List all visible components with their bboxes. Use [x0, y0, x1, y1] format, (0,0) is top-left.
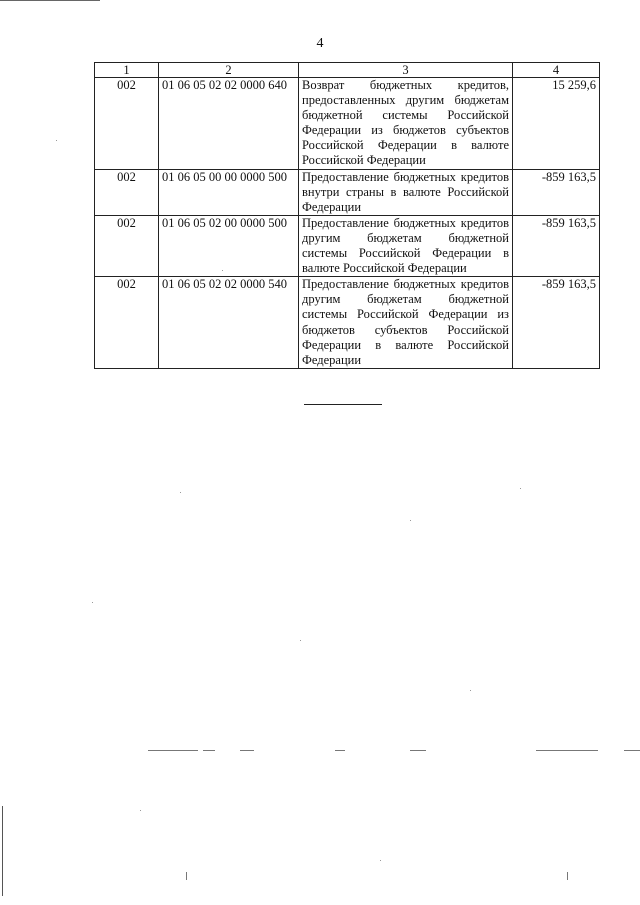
classification-code-cell: 01 06 05 00 00 0000 500	[159, 169, 299, 215]
classification-code-cell: 01 06 05 02 00 0000 500	[159, 215, 299, 276]
scan-artifact	[624, 750, 640, 751]
description-cell: Предоставление бюджетных кредитов другим бюджетам бюджетной системы Российской Федерации из бюджетов субъектов Российской Федерации в валюте Российской Федерации	[299, 277, 513, 369]
table-row	[95, 215, 600, 276]
scan-speck	[410, 520, 411, 521]
page-number: 4	[316, 36, 324, 51]
end-of-document-rule	[304, 404, 382, 405]
column-header-3: 3	[299, 63, 513, 78]
top-scan-rule	[0, 0, 100, 1]
admin-code-cell: 002	[95, 215, 159, 276]
scan-artifact	[2, 806, 3, 896]
classification-code-cell: 01 06 05 02 02 0000 540	[159, 277, 299, 369]
scan-speck	[222, 270, 223, 271]
amount-cell: -859 163,5	[513, 277, 600, 369]
scan-speck	[92, 602, 93, 603]
admin-code-cell: 002	[95, 277, 159, 369]
column-header-1: 1	[95, 63, 159, 78]
scan-speck	[180, 492, 181, 493]
scan-speck	[470, 690, 471, 691]
sources-table	[94, 62, 600, 369]
scan-artifact	[536, 750, 598, 751]
classification-code-cell: 01 06 05 02 02 0000 640	[159, 78, 299, 170]
column-header-4: 4	[513, 63, 600, 78]
scan-artifact	[410, 750, 426, 751]
scan-speck	[520, 488, 521, 489]
table-row	[95, 169, 600, 215]
table-header-row	[95, 63, 600, 78]
description-cell: Предоставление бюджетных кредитов внутри страны в валюте Российской Федерации	[299, 169, 513, 215]
scan-artifact	[186, 872, 187, 880]
scan-artifact	[203, 750, 215, 751]
admin-code-cell: 002	[95, 169, 159, 215]
amount-cell: 15 259,6	[513, 78, 600, 170]
description-cell: Возврат бюджетных кредитов, предоставленных другим бюджетам бюджетной системы Российской Федерации из бюджетов субъектов Российской Федерации в валюте Российской Федерации	[299, 78, 513, 170]
table-row	[95, 277, 600, 369]
scan-artifact	[335, 750, 345, 751]
admin-code-cell: 002	[95, 78, 159, 170]
description-cell: Предоставление бюджетных кредитов другим бюджетам бюджетной системы Российской Федерации в валюте Российской Федерации	[299, 215, 513, 276]
amount-cell: -859 163,5	[513, 169, 600, 215]
scan-speck	[56, 140, 57, 141]
table-row	[95, 78, 600, 170]
scan-speck	[300, 640, 301, 641]
scan-artifact	[240, 750, 254, 751]
scan-speck	[140, 810, 141, 811]
column-header-2: 2	[159, 63, 299, 78]
scan-speck	[380, 860, 381, 861]
scan-artifact	[567, 872, 568, 880]
amount-cell: -859 163,5	[513, 215, 600, 276]
scan-artifact	[148, 750, 198, 751]
